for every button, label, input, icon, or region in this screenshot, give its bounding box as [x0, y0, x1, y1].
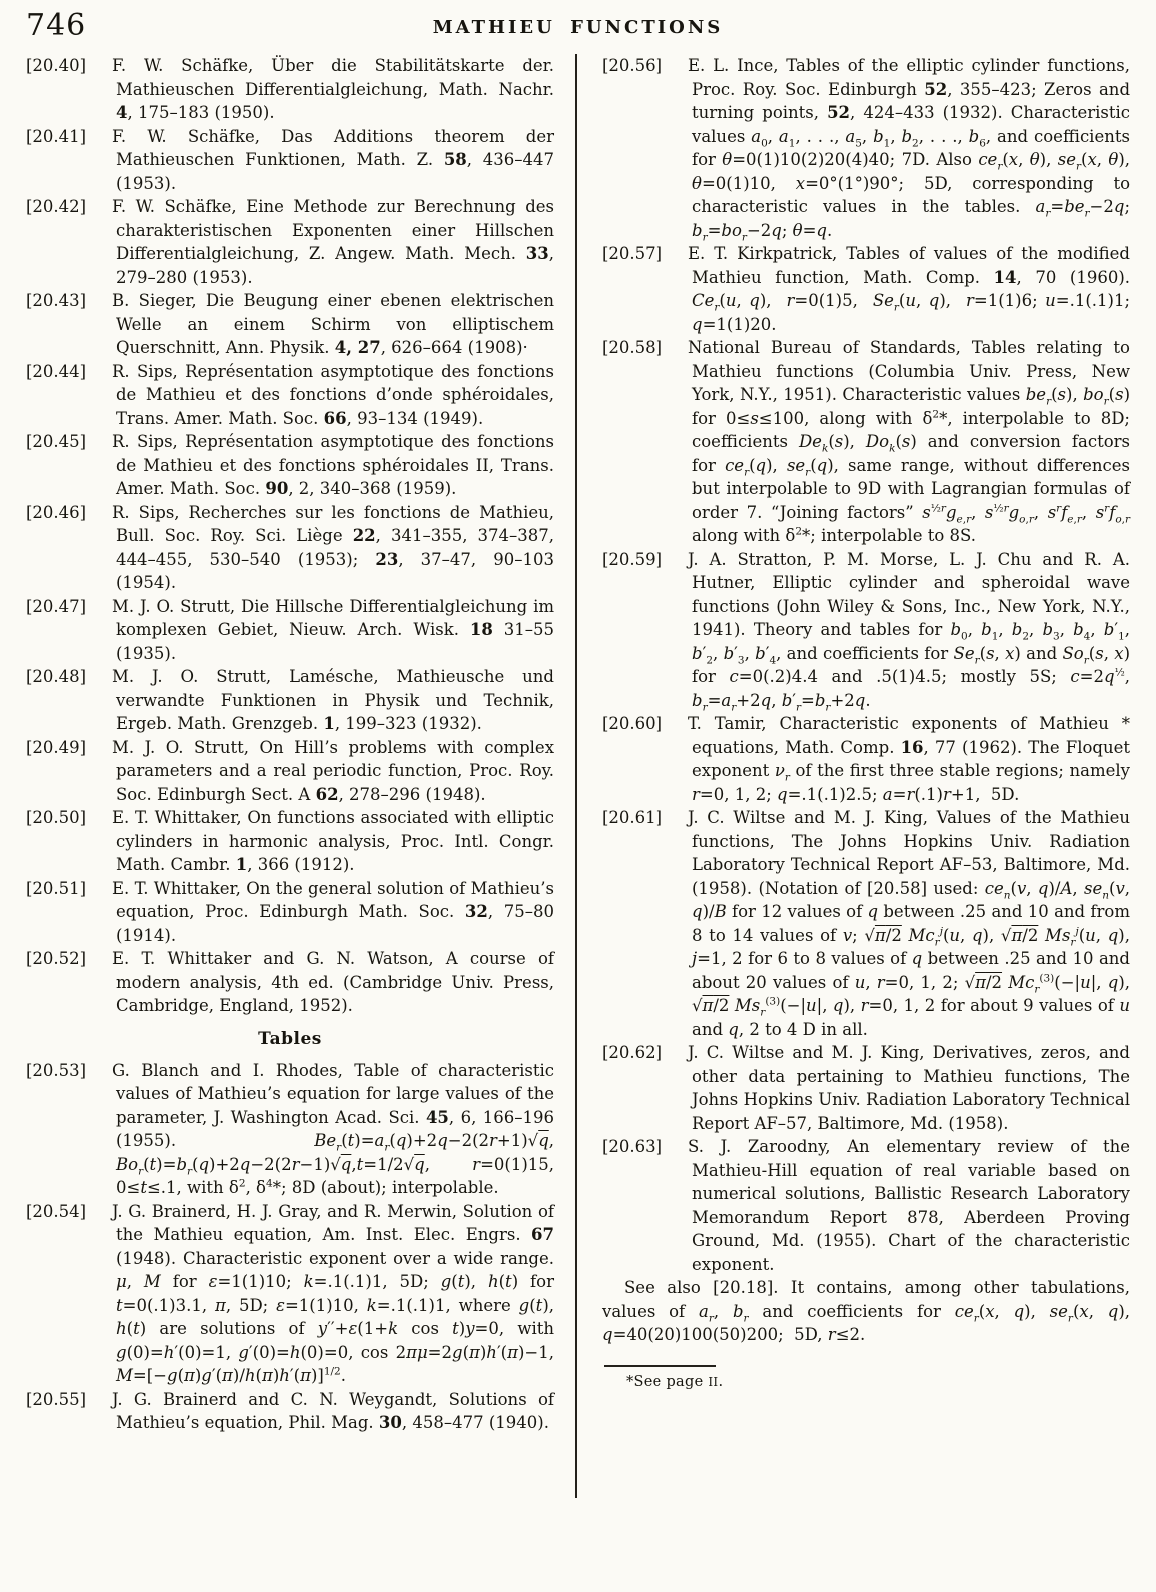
- reference-text: J. C. Wiltse and M. J. King, Derivatives, zeros, and other data pertaining to Mathieu functions, The Johns Hopkins Univ. Radiation Laboratory Technical Report AF–57, Baltimore, Md. (1958).: [688, 1043, 1130, 1133]
- reference-text: T. Tamir, Characteristic exponents of Mathieu * equations, Math. Comp. 16, 77 (1962). The Floquet exponent $\nu_r$ of the first three stable regions; namely r=0, 1, 2; q=.1(.1)2.5; a=r(.1)r+1, 5D.: [688, 714, 1130, 804]
- reference-entry: [26, 1388, 554, 1435]
- footnote-rule: [604, 1365, 716, 1367]
- reference-text: M. J. O. Strutt, On Hill’s problems with complex parameters and a real periodic function, Proc. Roy. Soc. Edinburgh Sect. A 62, 278–296 (1948).: [112, 737, 554, 804]
- reference-label: [20.47]: [26, 596, 87, 616]
- reference-entry: [602, 1135, 1130, 1276]
- reference-label: [20.52]: [26, 949, 87, 968]
- reference-entry: [26, 195, 554, 289]
- reference-label: [20.50]: [26, 808, 87, 827]
- reference-text: J. C. Wiltse and M. J. King, Values of the Mathieu functions, The Johns Hopkins Univ. Radiation Laboratory Technical Report AF–53, Baltimore, Md. (1958). (Notation of [20.58] used: $ce_n(v$, q)/A, $se_n(v$, q)/B for 12 values of q between .25 and 10 and from 8 to 14 values of v; √π/2 $Mc_r^j(u$, q), √π/2 $Ms_r^j(u$, q), j=1, 2 for 6 to 8 values of q between .25 and 10 and about 20 values of u, r=0, 1, 2; √π/2 $Mc_r^{(3)}(-|u|$, q), √π/2 $Ms_r^{(3)}(-|u|$, q), r=0, 1, 2 for about 9 values of u and q, 2 to 4 D in all.: [688, 808, 1131, 1039]
- reference-label: [20.62]: [602, 1043, 663, 1062]
- page-number: 746: [26, 8, 87, 43]
- reference-entry: [26, 1200, 554, 1388]
- reference-continuation: See also [20.18]. It contains, among other tabulations, values of $a_r$, $b_r$ and coefficients for $ce_r(x$, q), $se_r(x$, q), q=40(20)100(50)200; 5D, r≤2.: [602, 1278, 1131, 1344]
- reference-text: R. Sips, Recherches sur les fonctions de Mathieu, Bull. Soc. Roy. Sci. Liège 22, 341–355, 374–387, 444–455, 530–540 (1953); 23, 37–47, 90–103 (1954).: [112, 502, 554, 592]
- reference-entry: [602, 242, 1130, 336]
- reference-entry: [26, 54, 554, 125]
- footnote-text: *See page II.: [626, 1373, 724, 1390]
- reference-text: F. W. Schäfke, Das Additions theorem der Mathieuschen Funktionen, Math. Z. 58, 436–447 (1953).: [112, 126, 555, 193]
- reference-label: [20.57]: [602, 244, 663, 263]
- reference-label: [20.59]: [602, 549, 663, 569]
- reference-entry: [26, 1059, 554, 1200]
- reference-text: E. T. Kirkpatrick, Tables of values of the modified Mathieu function, Math. Comp. 14, 70 (1960). $Ce_r(u$, q), r=0(1)5, $Se_r(u$, q), r=1(1)6; u=.1(.1)1; q=1(1)20.: [688, 244, 1131, 334]
- reference-label: [20.42]: [26, 197, 87, 216]
- reference-entry: [26, 125, 554, 196]
- reference-text: F. W. Schäfke, Über die Stabilitätskarte der. Mathieuschen Differentialgleichung, Math. Nachr. 4, 175–183 (1950).: [112, 56, 554, 122]
- reference-text: M. J. O. Strutt, Die Hillsche Differentialgleichung im komplexen Gebiet, Nieuw. Arch. Wisk. 18 31–55 (1935).: [112, 596, 554, 663]
- reference-label: [20.51]: [26, 878, 87, 898]
- reference-entry: [26, 806, 554, 877]
- reference-entry: [602, 548, 1130, 713]
- reference-text: J. G. Brainerd and C. N. Weygandt, Solutions of Mathieu’s equation, Phil. Mag. 30, 458–477 (1940).: [112, 1389, 554, 1432]
- reference-entry: [26, 289, 554, 360]
- right-column: [602, 54, 1130, 1435]
- reference-label: [20.53]: [26, 1060, 87, 1080]
- reference-entry: [602, 806, 1130, 1041]
- reference-label: [20.60]: [602, 714, 663, 733]
- reference-label: [20.56]: [602, 56, 663, 75]
- reference-label: [20.44]: [26, 361, 87, 381]
- reference-text: M. J. O. Strutt, Lamésche, Mathieusche und verwandte Funktionen in Physik und Technik, Ergeb. Math. Grenzgeb. 1, 199–323 (1932).: [112, 667, 554, 733]
- reference-text: S. J. Zaroodny, An elementary review of the Mathieu-Hill equation of real variable based on numerical solutions, Ballistic Research Laboratory Memorandum Report 878, Aberdeen Proving Ground, Md. (1955). Chart of the characteristic exponent.: [688, 1137, 1130, 1274]
- reference-label: [20.46]: [26, 502, 87, 522]
- reference-text: J. G. Brainerd, H. J. Gray, and R. Merwin, Solution of the Mathieu equation, Am. Inst. Elec. Engrs. 67 (1948). Characteristic exponent over a wide range. μ, M for ε=1(1)10; k=.1(.1)1, 5D; g(t), h(t) for t=0(.1)3.1, π, 5D; ε=1(1)10, k=.1(.1)1, where g(t), h(t) are solutions of y′′+ε(1+k cos t)y=0, with g(0)=h′(0)=1, g′(0)=h(0)=0, cos 2πμ=2g(π)h′(π)−1, $M=[-g(\pi)g'(\pi)/h(\pi)h'(\pi)]^{1/2}$.: [112, 1201, 554, 1385]
- reference-entry: [26, 877, 554, 948]
- reference-label: [20.40]: [26, 56, 87, 75]
- reference-text: E. L. Ince, Tables of the elliptic cylinder functions, Proc. Roy. Soc. Edinburgh 52, 355–423; Zeros and turning points, 52, 424–433 (1932). Characteristic values $a_0$, $a_1$, . . ., $a_5$, $b_1$, $b_2$, . . ., $b_6$, and coefficients for θ=0(1)10(2)20(4)40; 7D. Also $ce_r(x$, θ), $se_r(x$, θ), θ=0(1)10, x=0°(1°)90°; 5D, corresponding to characteristic values in the tables. $a_r=be_r-2q$; $b_r=bo_r-2q$; θ=q.: [688, 56, 1131, 243]
- reference-entry: [26, 736, 554, 807]
- reference-text: G. Blanch and I. Rhodes, Table of characteristic values of Mathieu’s equation for large values of the parameter, J. Washington Acad. Sci. 45, 6, 166–196 (1955). $Be_r(t)=a_r(q)+2q-2(2r+1)√q$, $Bo_r(t)=b_r(q)+2q-2(2r-1)√q,t=1/2√q$, r=0(1)15, 0≤t≤.1, with $\delta^2$, $\delta^4*$; 8D (about); interpolable.: [112, 1060, 554, 1197]
- reference-label: [20.63]: [602, 1137, 663, 1156]
- reference-text: R. Sips, Représentation asymptotique des fonctions de Mathieu et des fonctions sphéroidales II, Trans. Amer. Math. Soc. 90, 2, 340–368 (1959).: [112, 432, 554, 498]
- reference-entry: [602, 1041, 1130, 1135]
- reference-label: [20.48]: [26, 667, 87, 686]
- reference-entry: [26, 360, 554, 431]
- reference-text: National Bureau of Standards, Tables relating to Mathieu functions (Columbia Univ. Press, New York, N.Y., 1951). Characteristic values $be_r(s)$, $bo_r(s)$ for 0≤s≤100, along with $\delta^2*$, interpolable to 8D; coefficients $De_k(s)$, $Do_k(s)$ and conversion factors for $ce_r(q)$, $se_r(q)$, same range, without differences but interpolable to 9D with Lagrangian formulas of order 7. “Joining factors” $s^{\frac{1}{2}r}g_{e,r}$, $s^{\frac{1}{2}r}g_{o,r}$, $s^rf_{e,r}$, $s^rf_{o,r}$ along with $\delta^2*$; interpolable to 8S.: [688, 338, 1131, 545]
- reference-label: [20.61]: [602, 808, 663, 827]
- reference-text: R. Sips, Représentation asymptotique des fonctions de Mathieu et des fonctions d’onde sphéroidales, Trans. Amer. Math. Soc. 66, 93–134 (1949).: [112, 361, 554, 428]
- bibliography: [26, 54, 1130, 1435]
- reference-text: F. W. Schäfke, Eine Methode zur Berechnung des charakteristischen Exponenten einer Hillschen Differentialgleichung, Z. Angew. Math. Mech. 33, 279–280 (1953).: [112, 197, 554, 287]
- reference-text: B. Sieger, Die Beugung einer ebenen elektrischen Welle an einem Schirm von elliptischem Querschnitt, Ann. Physik. 4, 27, 626–664 (1908)·: [112, 291, 554, 357]
- running-head: MATHIEU FUNCTIONS: [432, 17, 724, 38]
- reference-label: [20.45]: [26, 432, 87, 451]
- reference-label: [20.54]: [26, 1201, 87, 1221]
- footnote: [602, 1365, 1130, 1390]
- reference-text: J. A. Stratton, P. M. Morse, L. J. Chu and R. A. Hutner, Elliptic cylinder and spheroidal wave functions (John Wiley & Sons, Inc., New York, N.Y., 1941). Theory and tables for $b_0$, $b_1$, $b_2$, $b_3$, $b_4$, $b'_1$, $b'_2$, $b'_3$, $b'_4$, and coefficients for $Se_r(s$, x) and $So_r(s$, x) for c=0(.2)4.4 and .5(1)4.5; mostly 5S; $c=2q^{\frac{1}{2}}$, $b_r=a_r+2q$, $b'_r=b_r+2q$.: [688, 549, 1130, 713]
- reference-label: [20.55]: [26, 1389, 87, 1409]
- reference-entry: [602, 712, 1130, 806]
- reference-label: [20.41]: [26, 126, 87, 146]
- reference-entry: [26, 430, 554, 501]
- reference-text: E. T. Whittaker, On the general solution of Mathieu’s equation, Proc. Edinburgh Math. Soc. 32, 75–80 (1914).: [112, 878, 554, 945]
- reference-label: [20.49]: [26, 737, 87, 757]
- reference-text: E. T. Whittaker and G. N. Watson, A course of modern analysis, 4th ed. (Cambridge Univ. Press, Cambridge, England, 1952).: [112, 949, 554, 1015]
- reference-entry: [26, 501, 554, 595]
- reference-label: [20.58]: [602, 338, 663, 357]
- reference-text: E. T. Whittaker, On functions associated with elliptic cylinders in harmonic analysis, Proc. Intl. Congr. Math. Cambr. 1, 366 (1912).: [112, 808, 554, 874]
- reference-entry: [26, 595, 554, 666]
- reference-label: [20.43]: [26, 291, 87, 310]
- reference-entry: [26, 665, 554, 736]
- left-column: [26, 54, 554, 1435]
- reference-entry: [26, 947, 554, 1018]
- reference-entry: [602, 336, 1130, 548]
- section-heading: Tables: [258, 1028, 322, 1049]
- reference-entry: [602, 54, 1130, 242]
